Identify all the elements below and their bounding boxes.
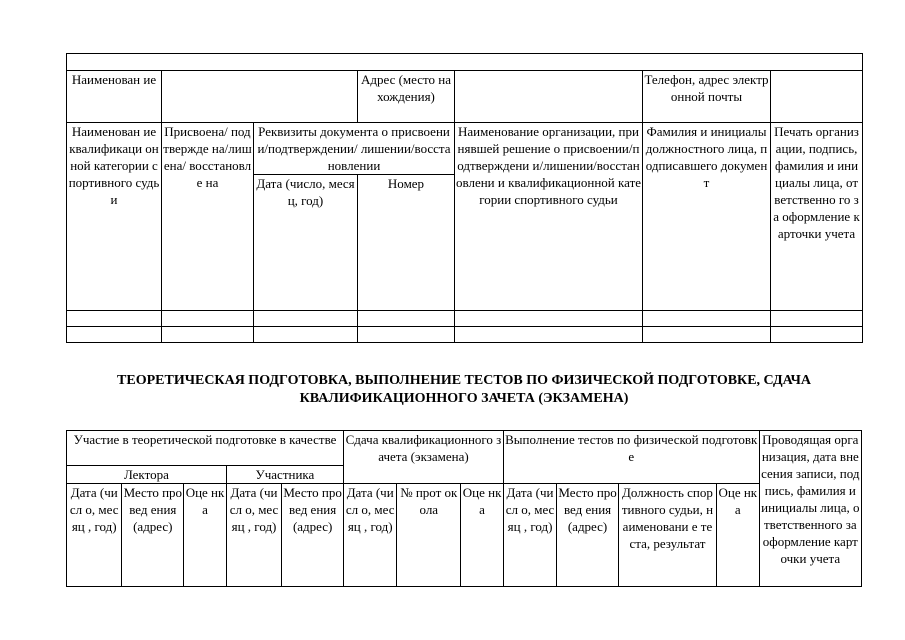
tests-date: Дата (числ о, месяц , год) [503,484,556,587]
tests-position: Должность спортивного судьи, наименовани е теста, результат [618,484,716,587]
header-date: Дата (число, месяц, год) [254,175,358,311]
judge-category-table [66,53,863,343]
lecturer-date: Дата (числ о, месяц , год) [67,484,122,587]
header-lecturer: Лектора [67,466,227,484]
training-table [66,430,862,587]
exam-date: Дата (числ о, месяц , год) [344,484,397,587]
header-status: Присвоена/ подтвержде на/лишена/ восстановле на [162,123,254,311]
table-row [67,71,863,123]
table-row [67,484,862,587]
header-participation: Участие в теоретической подготовке в качестве [67,431,344,466]
tests-place: Место провед ения (адрес) [557,484,619,587]
table-row [67,327,863,343]
header-tests: Выполнение тестов по физической подготовке [503,431,759,484]
tests-grade: Оце нка [716,484,759,587]
name-label: Наименован ие [67,71,162,123]
header-exam: Сдача квалификационного зачета (экзамена) [344,431,504,484]
header-stamp: Печать организации, подпись, фамилия и инициалы лица, ответственно го за оформление карточки учета [771,123,863,311]
header-organization: Наименование организации, принявшей решение о присвоении/подтверждени и/лишении/восстановлени и квалификационной категории спортивного судьи [455,123,643,311]
table-row [67,123,863,175]
contact-label: Телефон, адрес электронной почты [643,71,771,123]
table-row [67,431,862,466]
lecturer-place: Место провед ения (адрес) [122,484,184,587]
address-label: Адрес (место нахождения) [358,71,455,123]
header-category: Наименован ие квалификаци онной категории спортивного судьи [67,123,162,311]
exam-grade: Оце нка [461,484,504,587]
exam-protocol: № прот окола [397,484,461,587]
table-row [67,54,863,71]
participant-date: Дата (числ о, месяц , год) [226,484,281,587]
header-number: Номер [358,175,455,311]
participant-place: Место провед ения (адрес) [282,484,344,587]
header-document-group: Реквизиты документа о присвоении/подтверждении/ лишении/восстановлении [254,123,455,175]
section-heading: ТЕОРЕТИЧЕСКАЯ ПОДГОТОВКА, ВЫПОЛНЕНИЕ ТЕСТОВ ПО ФИЗИЧЕСКОЙ ПОДГОТОВКЕ, СДАЧА КВАЛИФИКАЦИОННОГО ЗАЧЕТА (ЭКЗАМЕНА) [117,373,811,406]
header-official: Фамилия и инициалы должностного лица, подписавшего документ [643,123,771,311]
header-participant: Участника [226,466,343,484]
header-organization: Проводящая организация, дата внесения записи, подпись, фамилия и инициалы лица, ответственного за оформление карточки учета [759,431,861,587]
lecturer-grade: Оце нка [184,484,227,587]
table-row [67,311,863,327]
